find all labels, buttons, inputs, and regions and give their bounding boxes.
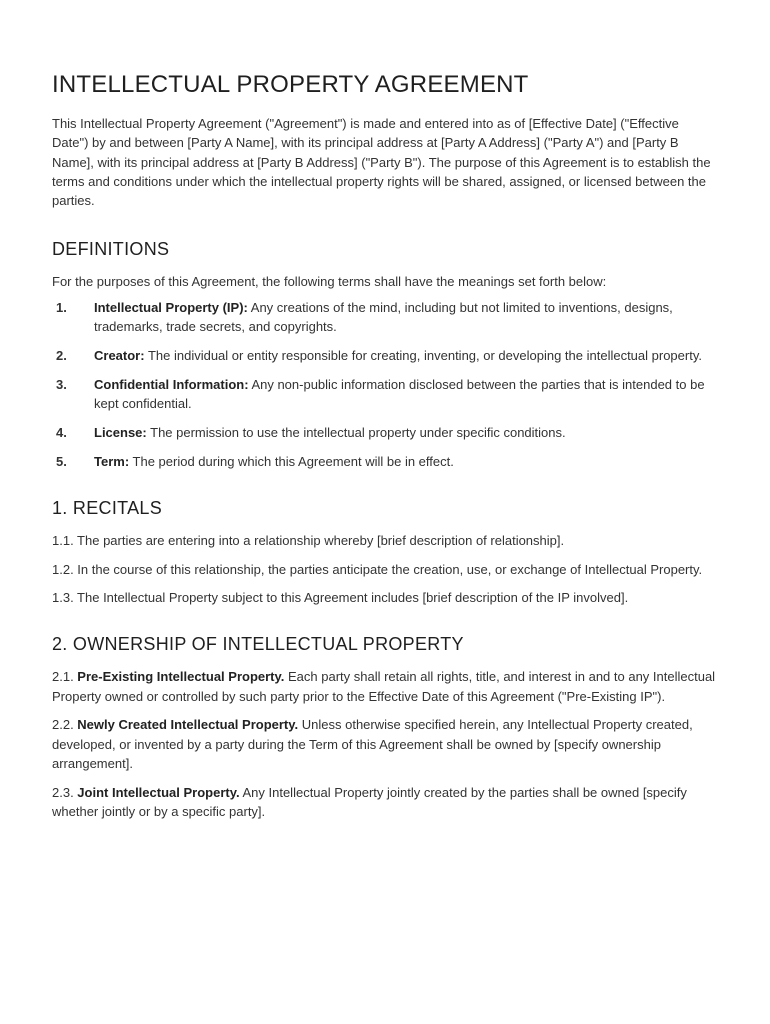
definition-body — [94, 452, 718, 471]
recitals-section — [52, 497, 718, 608]
clause-number: 2.2. — [52, 717, 78, 733]
document-title: INTELLECTUAL PROPERTY AGREEMENT — [52, 71, 529, 98]
recital-clause: 1.2. In the course of this relationship, the parties anticipate the creation, use, or exchange of Intellectual Property. — [52, 561, 703, 577]
definition-body — [94, 298, 718, 337]
definition-term: License: — [94, 424, 147, 440]
ownership-clause — [52, 715, 718, 773]
definition-item — [52, 452, 718, 471]
recital-clause: 1.3. The Intellectual Property subject to this Agreement includes [brief description of the IP involved]. — [52, 590, 629, 606]
clause-term: Joint Intellectual Property. — [77, 784, 240, 800]
ownership-clause — [52, 667, 718, 706]
definitions-heading: DEFINITIONS — [52, 239, 170, 260]
definition-term: Term: — [94, 453, 130, 469]
ownership-clause — [52, 783, 718, 822]
recitals-heading: 1. RECITALS — [52, 497, 162, 518]
clause-term: Newly Created Intellectual Property. — [77, 717, 299, 733]
definition-number: 4. — [56, 424, 67, 440]
ownership-section — [52, 633, 718, 821]
definition-number: 1. — [56, 299, 67, 315]
recital-clause: 1.1. The parties are entering into a relationship whereby [brief description of relationship]. — [52, 532, 565, 548]
definition-term: Creator: — [94, 347, 145, 363]
definition-body — [94, 423, 718, 442]
definition-body — [94, 346, 718, 365]
definition-text: The permission to use the intellectual property under specific conditions. — [146, 424, 566, 440]
clause-number: 2.1. — [52, 669, 78, 685]
definition-text: Any creations of the mind, including but not limited to inventions, designs, trademarks, trade secrets, and copyrights. — [94, 299, 673, 335]
definition-item — [52, 423, 718, 442]
definition-number: 3. — [56, 376, 67, 392]
definition-number: 5. — [56, 453, 67, 469]
definition-text: The individual or entity responsible for creating, inventing, or developing the intellectual property. — [144, 347, 702, 363]
clause-text: Unless otherwise specified herein, any Intellectual Property created, developed, or invented by a party during the Term of this Agreement shall be owned by [specify ownership arrangement]. — [52, 717, 693, 771]
definitions-section — [52, 238, 718, 470]
ownership-heading: 2. OWNERSHIP OF INTELLECTUAL PROPERTY — [52, 634, 464, 655]
section-spacer — [52, 617, 718, 633]
definition-item — [52, 298, 718, 337]
definition-number: 2. — [56, 347, 67, 363]
clause-text: Any Intellectual Property jointly created by the parties shall be owned [specify whether jointly or by a specific party]. — [52, 784, 687, 820]
clause-text: Each party shall retain all rights, title, and interest in and to any Intellectual Property owned or controlled by such party prior to the Effective Date of this Agreement ("Pre-Existing IP"). — [52, 669, 716, 704]
definition-term: Intellectual Property (IP): — [94, 299, 248, 315]
definitions-list — [52, 298, 718, 471]
definition-item — [52, 375, 718, 414]
definitions-lead: For the purposes of this Agreement, the following terms shall have the meanings set forth below: — [52, 274, 607, 290]
definition-text: Any non-public information disclosed between the parties that is intended to be kept confidential. — [94, 376, 705, 411]
clause-number: 2.3. — [52, 784, 78, 800]
definition-item — [52, 346, 718, 365]
intro-paragraph: This Intellectual Property Agreement ("Agreement") is made and entered into as of [Effective Date] ("Effective Date") by and between [Party A Name], with its principal address at [Party A Address] ("Party A") and [Party B Name], with its principal address at [Party B Address] ("Party B"). The purpose of this Agreement is to establish the terms and conditions under which the intellectual property rights will be shared, assigned, or licensed between the parties. — [52, 116, 711, 209]
definition-text: The period during which this Agreement will be in effect. — [129, 453, 454, 469]
definition-body — [94, 375, 718, 414]
definition-term: Confidential Information: — [94, 376, 249, 392]
clause-term: Pre-Existing Intellectual Property. — [77, 669, 285, 685]
